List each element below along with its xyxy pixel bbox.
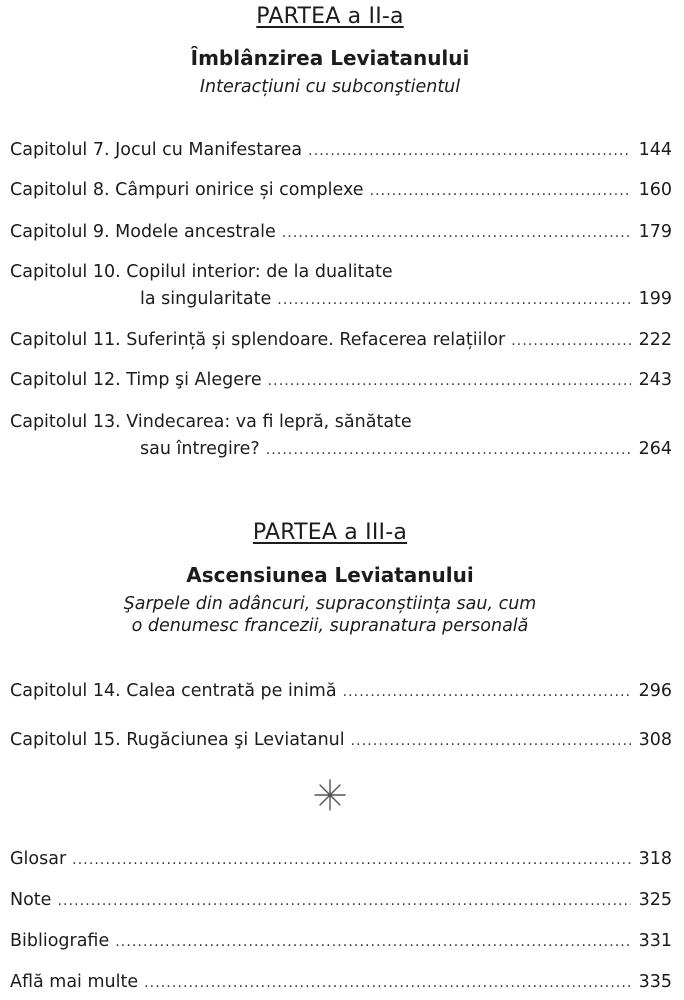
dot-leader bbox=[72, 847, 630, 874]
toc-entry-title-line-1 bbox=[10, 409, 672, 436]
chapter-title: Jocul cu Manifestarea bbox=[115, 140, 303, 160]
page-number: 308 bbox=[638, 730, 672, 750]
toc-entry-title bbox=[10, 177, 370, 204]
toc-entry-title bbox=[10, 219, 282, 246]
part-2-label bbox=[0, 4, 660, 29]
part-3-subtitle-line-1: Şarpele din adâncuri, supraconștiința sau, cum bbox=[123, 594, 537, 614]
dot-leader bbox=[57, 888, 630, 915]
toc-entry-chapter-7[interactable] bbox=[10, 137, 672, 165]
page-number: 318 bbox=[638, 849, 672, 869]
page-number: 335 bbox=[638, 972, 672, 992]
part-3-subtitle-line-2: o denumesc francezii, supranatura personală bbox=[131, 616, 529, 636]
entry-title: Glosar bbox=[10, 849, 67, 869]
part-2-title: Îmblânzirea Leviatanului bbox=[190, 46, 470, 70]
toc-entry-title bbox=[10, 678, 343, 705]
page-number: 325 bbox=[638, 890, 672, 910]
toc-entry-chapter-10[interactable] bbox=[10, 259, 672, 314]
toc-entry-chapter-9[interactable] bbox=[10, 219, 672, 247]
toc-entry-bibliografie[interactable] bbox=[10, 928, 672, 956]
toc-entry-chapter-15[interactable] bbox=[10, 727, 672, 755]
page-number: 331 bbox=[638, 931, 672, 951]
entry-title: Bibliografie bbox=[10, 931, 110, 951]
entry-title: Află mai multe bbox=[10, 972, 139, 992]
page-number: 264 bbox=[638, 439, 672, 459]
dot-leader bbox=[351, 728, 631, 755]
chapter-number: Capitolul 12. bbox=[10, 370, 121, 390]
toc-entry-title bbox=[10, 727, 351, 754]
dot-leader bbox=[308, 138, 630, 165]
chapter-number: Capitolul 9. bbox=[10, 222, 110, 242]
toc-entry-title bbox=[10, 137, 308, 164]
chapter-number: Capitolul 13. bbox=[10, 412, 121, 432]
chapter-title-continuation: la singularitate bbox=[140, 289, 272, 309]
dot-leader bbox=[282, 220, 631, 247]
toc-entry-chapter-14[interactable] bbox=[10, 678, 672, 706]
eight-pointed-star-icon bbox=[312, 777, 348, 813]
dot-leader bbox=[268, 368, 631, 395]
dot-leader bbox=[343, 679, 631, 706]
dot-leader bbox=[144, 970, 630, 997]
chapter-number: Capitolul 14. bbox=[10, 681, 121, 701]
chapter-number: Capitolul 10. bbox=[10, 262, 121, 282]
part-2-subtitle: Interacțiuni cu subconştientul bbox=[199, 77, 461, 97]
entry-title: Note bbox=[10, 890, 52, 910]
chapter-title: Modele ancestrale bbox=[115, 222, 276, 242]
dot-leader bbox=[277, 287, 630, 314]
part-3-label bbox=[0, 520, 660, 545]
toc-entry-chapter-8[interactable] bbox=[10, 177, 672, 205]
toc-entry-chapter-12[interactable] bbox=[10, 367, 672, 395]
chapter-title: Calea centrată pe inimă bbox=[126, 681, 337, 701]
page-number: 199 bbox=[638, 289, 672, 309]
dot-leader bbox=[115, 929, 630, 956]
toc-entry-chapter-13[interactable] bbox=[10, 409, 672, 464]
chapter-number: Capitolul 7. bbox=[10, 140, 110, 160]
toc-entry-glosar[interactable] bbox=[10, 846, 672, 874]
page-number: 179 bbox=[638, 222, 672, 242]
chapter-title: Vindecarea: va fi lepră, sănătate bbox=[126, 412, 412, 432]
page-number: 296 bbox=[638, 681, 672, 701]
toc-entry-title bbox=[10, 367, 268, 394]
chapter-title: Timp şi Alegere bbox=[126, 370, 262, 390]
chapter-title-continuation: sau întregire? bbox=[140, 439, 260, 459]
toc-entry-title-line-1 bbox=[10, 259, 672, 286]
chapter-title: Copilul interior: de la dualitate bbox=[126, 262, 393, 282]
chapter-number: Capitolul 11. bbox=[10, 330, 121, 350]
page-number: 243 bbox=[638, 370, 672, 390]
chapter-title: Rugăciunea şi Leviatanul bbox=[126, 730, 345, 750]
dot-leader bbox=[266, 437, 631, 464]
part-3-title: Ascensiunea Leviatanului bbox=[186, 563, 474, 587]
dot-leader bbox=[370, 178, 631, 205]
toc-entry-title bbox=[10, 327, 511, 354]
toc-entry-afla-mai-multe[interactable] bbox=[10, 969, 672, 997]
chapter-number: Capitolul 8. bbox=[10, 180, 110, 200]
chapter-number: Capitolul 15. bbox=[10, 730, 121, 750]
chapter-title: Câmpuri onirice și complexe bbox=[115, 180, 364, 200]
part-3-label-text: PARTEA a III-a bbox=[252, 520, 408, 545]
page-number: 222 bbox=[638, 330, 672, 350]
toc-entry-note[interactable] bbox=[10, 887, 672, 915]
dot-leader bbox=[511, 328, 630, 355]
page-number: 160 bbox=[638, 180, 672, 200]
page-number: 144 bbox=[638, 140, 672, 160]
toc-entry-chapter-11[interactable] bbox=[10, 327, 672, 355]
chapter-title: Suferință și splendoare. Refacerea relațiilor bbox=[126, 330, 506, 350]
part-2-label-text: PARTEA a II-a bbox=[256, 4, 404, 29]
